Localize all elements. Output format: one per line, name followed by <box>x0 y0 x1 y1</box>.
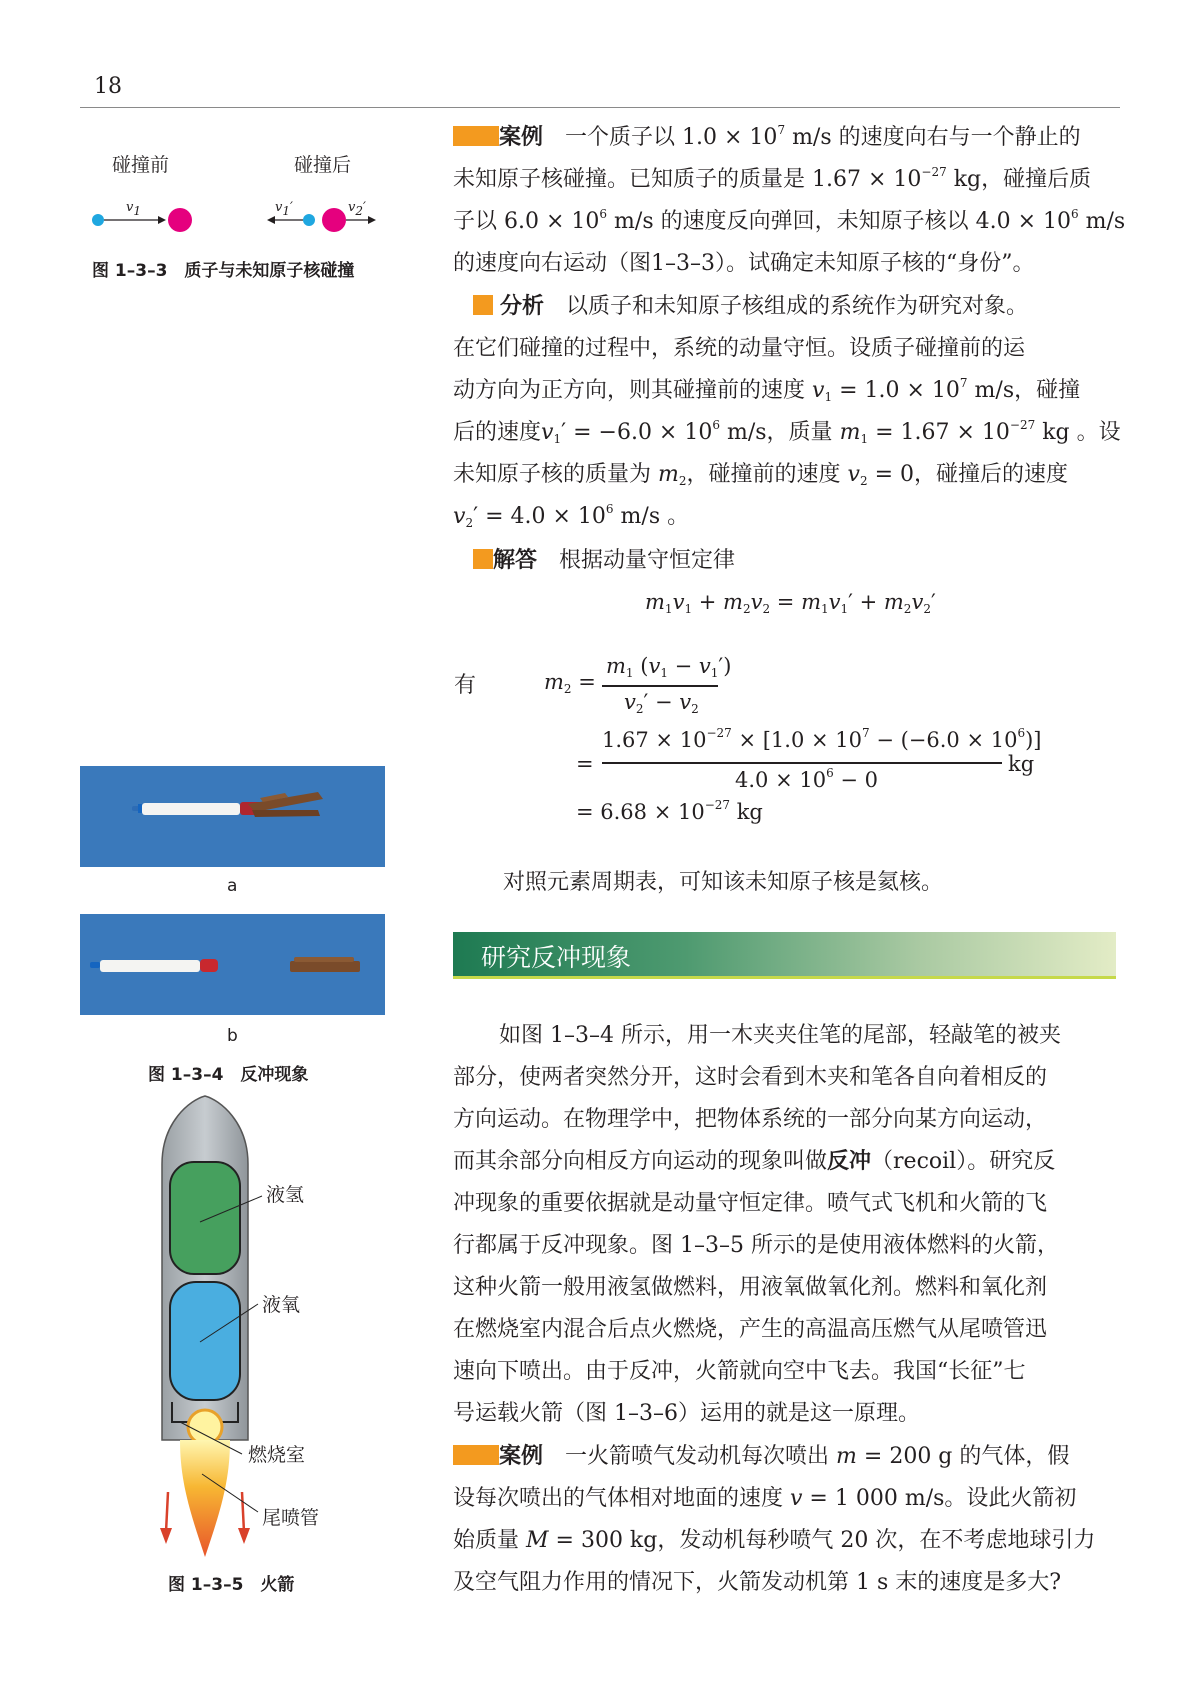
v1-label: $v_1$ <box>126 200 141 218</box>
step1-denominator: $4.0 \times 10^6 - 0$ <box>735 766 879 792</box>
v2p-label: $v_2'$ <box>348 200 366 218</box>
example1-line4: 的速度向右运动（图1–3–3）。试确定未知原子核的“身份”。 <box>453 251 1035 276</box>
photo-b <box>80 914 385 1015</box>
m2-symbol: $m_2$ = <box>544 670 596 696</box>
photo-a <box>80 766 385 867</box>
before-collision-label: 碰撞前 <box>112 154 170 176</box>
photo-a-label: a <box>227 876 238 896</box>
label-combustion-chamber: 燃烧室 <box>248 1444 306 1466</box>
rocket-diagram <box>150 1092 350 1572</box>
analysis-block: 分析 以质子和未知原子核组成的系统作为研究对象。 在它们碰撞的过程中，系统的动量守恒。设质子碰撞前的运 动方向为正方向，则其碰撞前的速度 $v_1 = 1.0 \times 10^7$ m/s，碰撞 后的速度$v_1' = -6.0 \times 10^6$ m/s，质量 $m_1 = 1.67 \times 10^{-27}$ kg 。设 未知原子核的质量为 $m_2$，碰撞前的速度 $v_2 = 0$，碰撞后的速度 $v_2' = 4.0 \times 10^6$ m/s 。 <box>453 294 1121 530</box>
m2-fraction-numerator: $m_1$ $(v_1 - v_1')$ <box>606 654 732 680</box>
nucleus-before <box>168 208 192 232</box>
conclusion: 对照元素周期表，可知该未知原子核是氦核。 <box>503 870 944 895</box>
page-number: 18 <box>94 74 122 99</box>
figure-135-caption: 图 1–3–5 火箭 <box>168 1575 295 1595</box>
m2-fraction-bar <box>602 685 718 687</box>
section-title: 研究反冲现象 <box>481 943 632 972</box>
recoil-body: 如图 1–3–4 所示，用一木夹夹住笔的尾部，轻敲笔的被夹 部分，使两者突然分开，这时会看到木夹和笔各自向着相反的 方向运动。在物理学中，把物体系统的一部分向某方向运动， 而其余部分向相反方向运动的现象叫做反冲（recoil）。研究反 冲现象的重要依据就是动量守恒定律。喷气式飞机和火箭的飞 行都属于反冲现象。图 1–3–5 所示的是使用液体燃料的火箭， 这种火箭一般用液氢做燃料，用液氧做氧化剂。燃料和氧化剂 在燃烧室内混合后点火燃烧，产生的高温高压燃气从尾喷管迅 速向下喷出。由于反冲，火箭就向空中飞去。我国“长征”七 号运载火箭（图 1–3–6）运用的就是这一原理。 <box>453 1023 1061 1426</box>
hydrogen-tank <box>170 1162 240 1274</box>
solution-label: 解答 <box>493 548 538 573</box>
exhaust-flame <box>180 1440 230 1557</box>
step1-unit: kg <box>1008 752 1035 776</box>
step1-numerator: $1.67 \times 10^{-27} \times [1.0 \times 10^7 - (-6.0 \times 10^6)]$ <box>602 726 1042 752</box>
header-rule <box>80 107 1120 108</box>
m2-fraction-denominator: $v_2' - v_2$ <box>624 690 699 716</box>
example1-line3: 子以 $6.0 \times 10^6$ m/s 的速度反向弹回，未知原子核以 $4.0 \times 10^6$ m/s <box>453 207 1126 234</box>
proton-after <box>303 214 315 226</box>
combustion-chamber <box>188 1410 222 1444</box>
proton-before <box>92 214 104 226</box>
momentum-equation: $m_1v_1 + m_2v_2 = m_1v_1' + m_2v_2'$ <box>645 590 936 616</box>
you-label: 有 <box>454 673 477 698</box>
label-liquid-hydrogen: 液氢 <box>266 1184 305 1206</box>
result-line: = $6.68 \times 10^{-27}$ kg <box>576 798 763 824</box>
example1-line1: 案例 一个质子以 $1.0 \times 10^7$ m/s 的速度向右与一个静止的 <box>453 117 1115 159</box>
recoil-term: 反冲 <box>827 1149 872 1174</box>
photo-b-label: b <box>227 1026 238 1046</box>
example1-label: 案例 <box>499 125 544 150</box>
after-collision-label: 碰撞后 <box>294 154 352 176</box>
example2-block: 案例 一火箭喷气发动机每次喷出 m = 200 g 的气体，假 设每次喷出的气体相对地面的速度 v = 1 000 m/s。设此火箭初 始质量 M = 300 kg，发动机每秒喷气 20 次，在不考虑地球引力 及空气阻力作用的情况下，火箭发动机第 1 s 末的速度是多大? <box>453 1444 1096 1595</box>
label-liquid-oxygen: 液氧 <box>262 1294 301 1316</box>
v1p-label: $v_1'$ <box>275 200 293 218</box>
example1-block <box>453 117 1126 285</box>
example1-line2: 未知原子核碰撞。已知质子的质量是 $1.67 \times 10^{-27}$ kg，碰撞后质 <box>453 165 1092 192</box>
collision-diagram <box>80 196 380 246</box>
example2-label: 案例 <box>499 1444 544 1469</box>
nucleus-after <box>322 208 346 232</box>
step1-fraction-bar <box>602 762 1002 764</box>
oxygen-tank <box>170 1282 240 1400</box>
figure-133-caption: 图 1–3–3 质子与未知原子核碰撞 <box>92 261 355 281</box>
section-banner <box>453 932 1116 979</box>
analysis-label: 分析 <box>500 294 545 319</box>
label-nozzle: 尾喷管 <box>262 1507 320 1529</box>
solution-block: 解答 根据动量守恒定律 <box>453 540 1115 582</box>
figure-134-caption: 图 1–3–4 反冲现象 <box>148 1065 309 1085</box>
step1-equals: = <box>576 752 594 776</box>
